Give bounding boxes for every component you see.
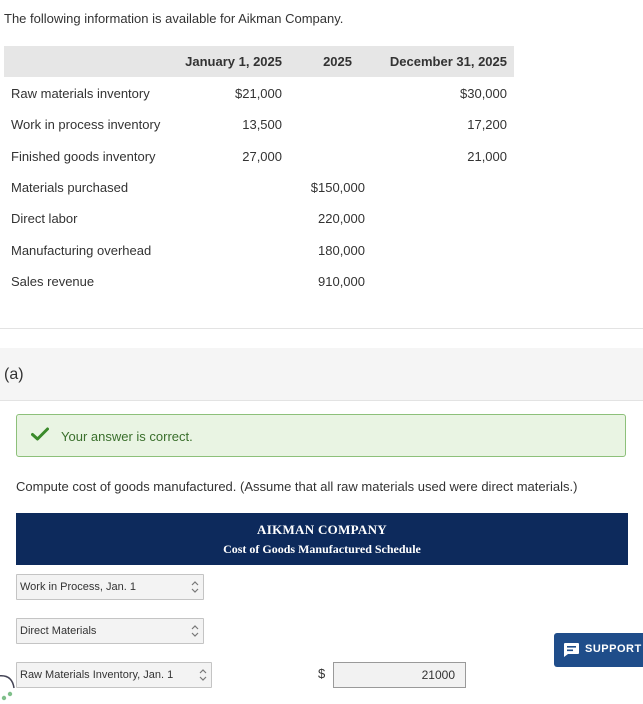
chat-icon (562, 642, 580, 658)
row-label: Sales revenue (11, 274, 95, 289)
currency-symbol: $ (318, 666, 326, 681)
row-label: Finished goods inventory (11, 149, 156, 164)
select-value: Work in Process, Jan. 1 (20, 581, 136, 593)
part-header (0, 348, 643, 401)
header-year: 2025 (323, 54, 352, 69)
row-label: Raw materials inventory (11, 86, 150, 101)
header-jan: January 1, 2025 (185, 54, 282, 69)
row-label: Direct labor (11, 211, 78, 226)
row-jan-value: 13,500 (242, 117, 282, 132)
row-jan-value: 27,000 (242, 149, 282, 164)
row-year-value: 180,000 (318, 243, 365, 258)
row-year-value: 220,000 (318, 211, 365, 226)
table-row (4, 203, 514, 234)
schedule-header (16, 513, 628, 565)
row-dec-value: $30,000 (460, 86, 507, 101)
feedback-correct (16, 414, 626, 457)
row-dec-value: 21,000 (467, 149, 507, 164)
row-jan-value: $21,000 (235, 86, 282, 101)
row-year-value: 910,000 (318, 274, 365, 289)
company-name: AIKMAN COMPANY (257, 522, 387, 537)
select-direct-materials[interactable] (16, 618, 204, 644)
section-divider (0, 328, 643, 329)
chevron-updown-icon (191, 580, 199, 594)
schedule-title: Cost of Goods Manufactured Schedule (223, 542, 421, 556)
checkmark-icon (31, 427, 49, 441)
table-row (4, 141, 514, 172)
select-work-in-process[interactable] (16, 574, 204, 600)
chevron-updown-icon (191, 624, 199, 638)
row-label: Manufacturing overhead (11, 243, 152, 258)
header-dec: December 31, 2025 (389, 54, 507, 69)
row-label: Materials purchased (11, 180, 129, 195)
table-row (4, 172, 514, 203)
raw-materials-amount-input[interactable] (333, 662, 466, 688)
part-label: (a) (4, 366, 24, 383)
select-value: Raw Materials Inventory, Jan. 1 (20, 669, 174, 681)
table-row (4, 235, 514, 266)
select-value: Direct Materials (20, 625, 97, 637)
intro-text: The following information is available for Aikman Company. (4, 11, 344, 26)
table-header (4, 46, 514, 77)
question-text: Compute cost of goods manufactured. (Assume that all raw materials used were direct materials.) (16, 479, 578, 494)
chevron-updown-icon (199, 668, 207, 682)
support-label: SUPPORT (585, 643, 642, 655)
table-row (4, 266, 514, 297)
table-row (4, 78, 514, 109)
row-year-value: $150,000 (310, 180, 365, 195)
row-label: Work in process inventory (11, 117, 161, 132)
support-button[interactable] (554, 633, 643, 667)
feedback-text: Your answer is correct. (61, 429, 193, 444)
table-row (4, 109, 514, 140)
select-raw-materials[interactable] (16, 662, 212, 688)
row-dec-value: 17,200 (467, 117, 507, 132)
